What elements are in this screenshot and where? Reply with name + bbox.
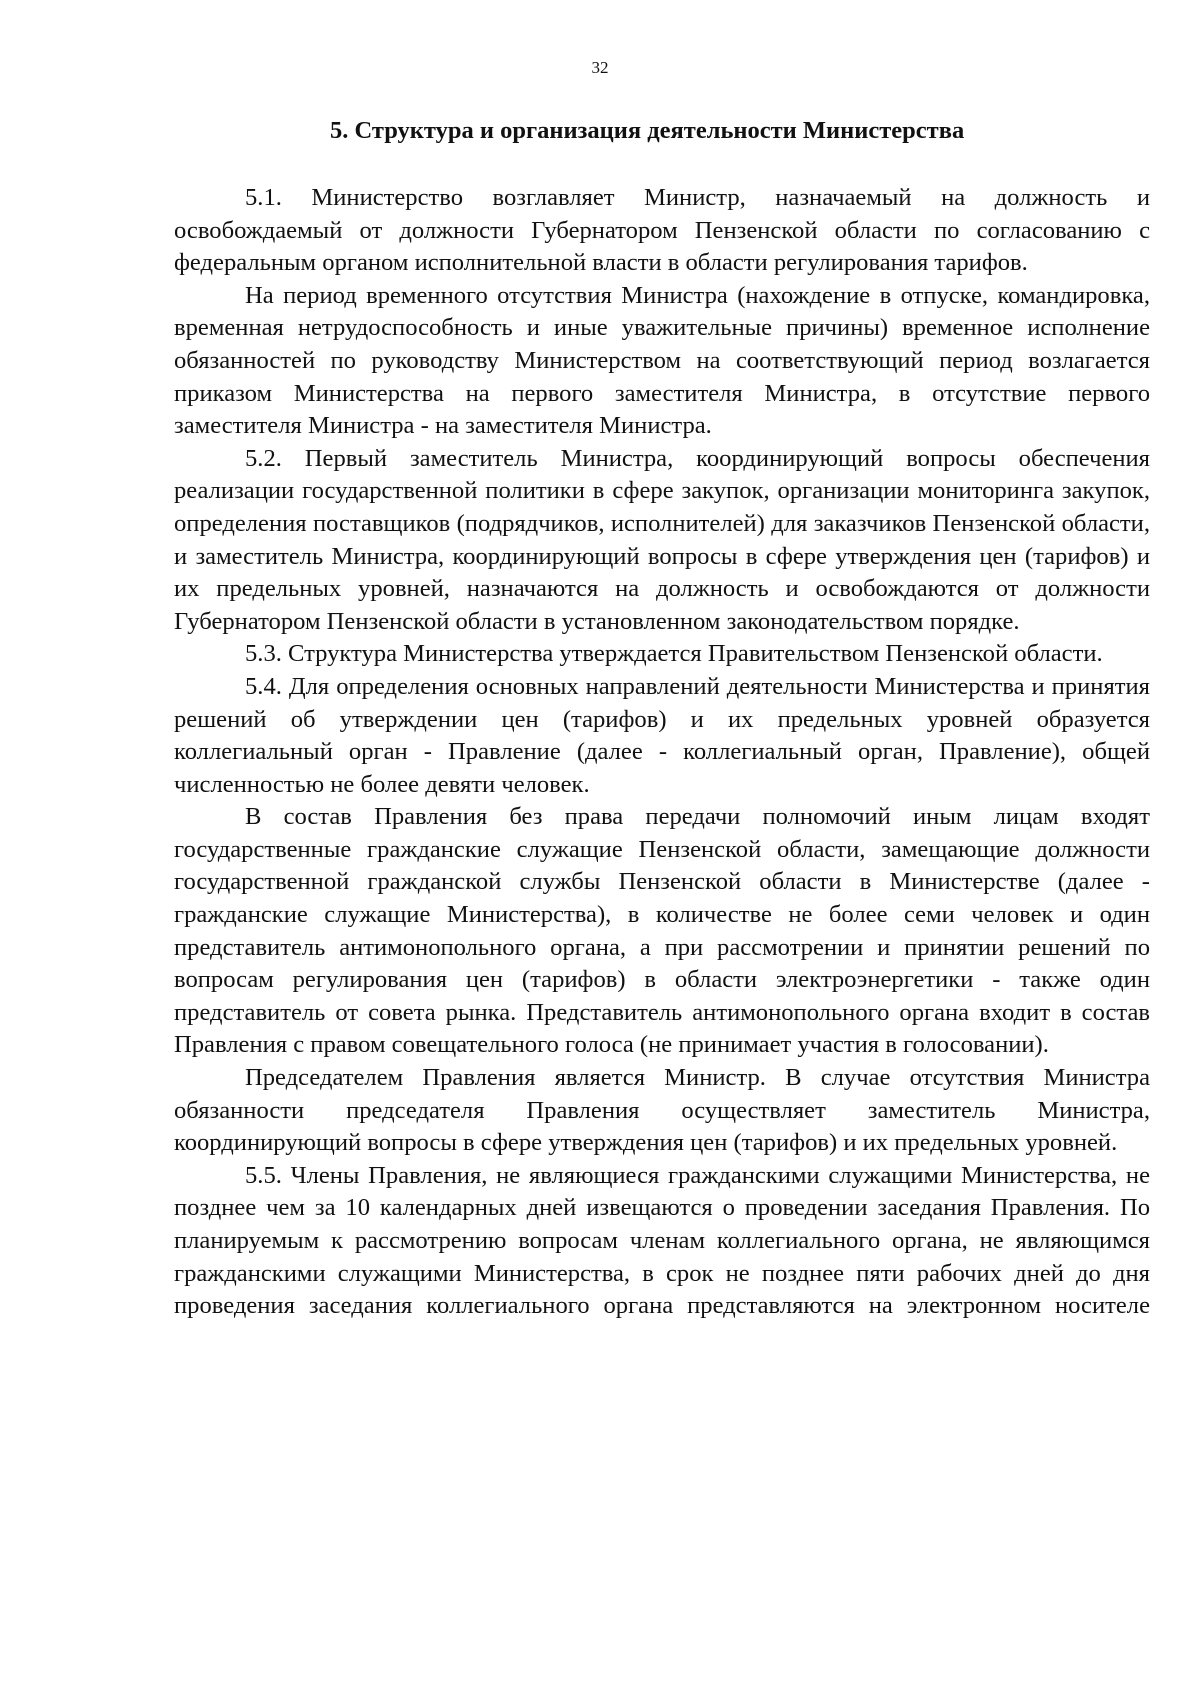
paragraph-5-1: 5.1. Министерство возглавляет Министр, назначаемый на должность и освобождаемый от должности Губернатором Пензенской области по согласованию с федеральным органом исполнительной власти в области регулирования тарифов. <box>174 184 1150 277</box>
section-heading: 5. Структура и организация деятельности Министерства <box>330 117 965 144</box>
page-number: 32 <box>591 58 609 77</box>
paragraph-5-5: 5.5. Члены Правления, не являющиеся гражданскими служащими Министерства, не позднее чем за 10 календарных дней извещаются о проведении заседания Правления. По планируемым к рассмотрению вопросам членам коллегиального органа, не являющимся гражданскими служащими Министерства, в срок не позднее пяти рабочих дней до дня проведения заседания коллегиального органа представляются на электронном носителе <box>174 1161 1150 1320</box>
paragraph-board-chairman: Председателем Правления является Министр. В случае отсутствия Министра обязанности председателя Правления осуществляет заместитель Министра, координирующий вопросы в сфере утверждения цен (тарифов) и их предельных уровней. <box>174 1064 1150 1157</box>
paragraph-5-4: 5.4. Для определения основных направлений деятельности Министерства и принятия решений об утверждении цен (тарифов) и их предельных уровней образуется коллегиальный орган - Правление (далее - коллегиальный орган, Правление), общей численностью не более девяти человек. <box>174 672 1150 798</box>
paragraph-5-2: 5.2. Первый заместитель Министра, координирующий вопросы обеспечения реализации государственной политики в сфере закупок, организации мониторинга закупок, определения поставщиков (подрядчиков, исполнителей) для заказчиков Пензенской области, и заместитель Министра, координирующий вопросы в сфере утверждения цен (тарифов) и их предельных уровней, назначаются на должность и освобождаются от должности Губернатором Пензенской области в установленном законодательством порядке. <box>174 444 1150 635</box>
paragraph-5-3: 5.3. Структура Министерства утверждается Правительством Пензенской области. <box>245 640 1103 668</box>
paragraph-board-composition: В состав Правления без права передачи полномочий иным лицам входят государственные гражданские служащие Пензенской области, замещающие должности государственной гражданской службы Пензенской области в Министерстве (далее - гражданские служащие Министерства), в количестве не более семи человек и один представитель антимонопольного органа, а при рассмотрении и принятии решений по вопросам регулирования цен (тарифов) в области электроэнергетики - также один представитель от совета рынка. Представитель антимонопольного органа входит в состав Правления с правом совещательного голоса (не принимает участия в голосовании). <box>174 803 1150 1059</box>
body-text <box>174 182 1150 1323</box>
paragraph-acting-minister: На период временного отсутствия Министра (нахождение в отпуске, командировка, временная нетрудоспособность и иные уважительные причины) временное исполнение обязанностей по руководству Министерством на соответствующий период возлагается приказом Министерства на первого заместителя Министра, в отсутствие первого заместителя Министра - на заместителя Министра. <box>174 281 1150 440</box>
